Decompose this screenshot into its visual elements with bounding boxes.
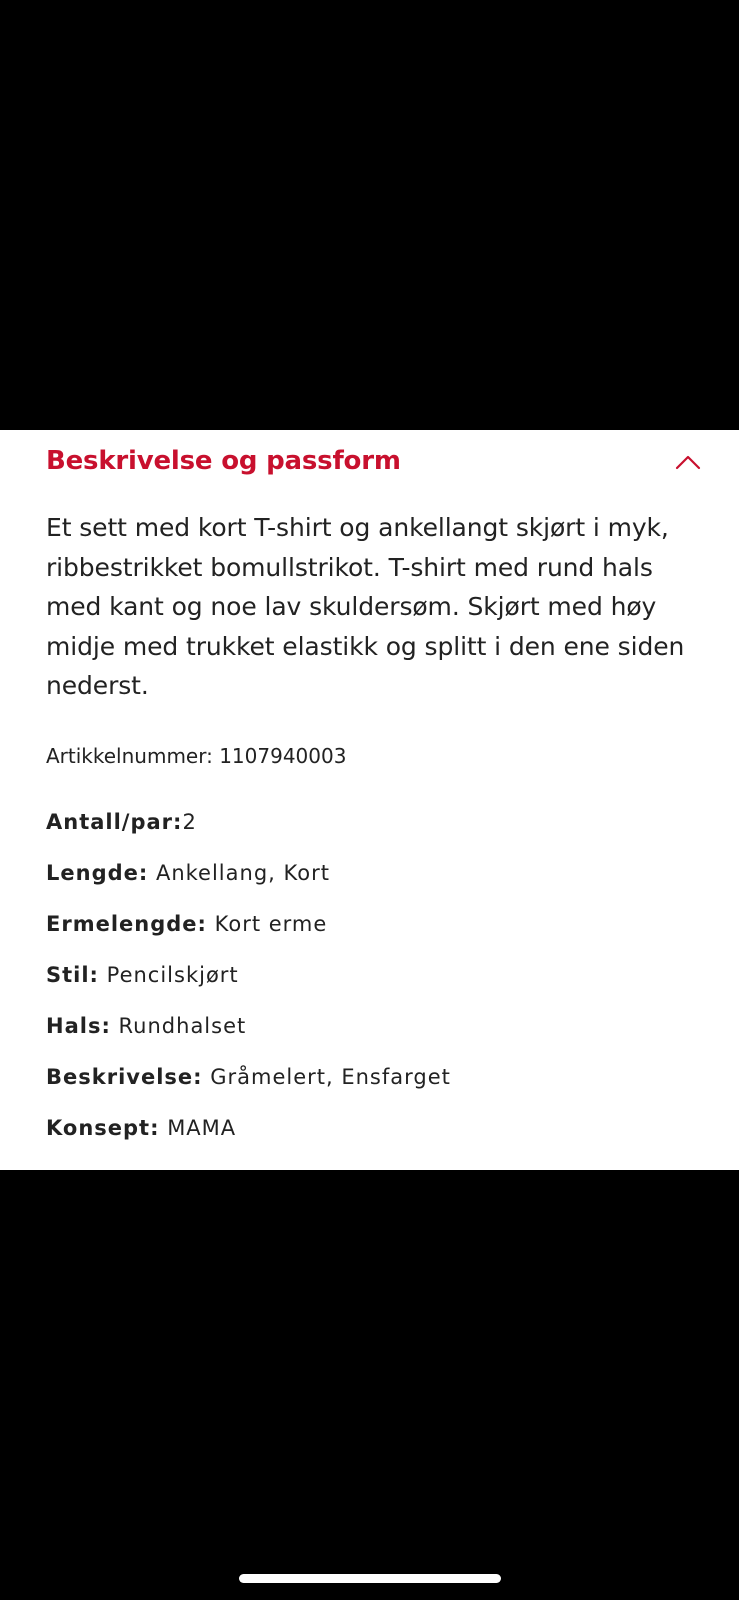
spec-label: Hals: bbox=[46, 1014, 111, 1038]
spec-row-style bbox=[46, 963, 696, 1014]
spec-label: Stil: bbox=[46, 963, 99, 987]
product-details-panel bbox=[0, 430, 739, 1170]
article-number: Artikkelnummer: 1107940003 bbox=[46, 744, 347, 768]
top-letterbox bbox=[0, 0, 739, 430]
section-title: Beskrivelse og passform bbox=[46, 446, 401, 476]
spec-row-length bbox=[46, 861, 696, 912]
spec-value: Kort erme bbox=[214, 912, 328, 936]
bottom-letterbox bbox=[0, 1170, 739, 1600]
spec-list bbox=[46, 810, 696, 1167]
spec-row-neck bbox=[46, 1014, 696, 1065]
product-description: Et sett med kort T-shirt og ankellangt skjørt i myk, ribbestrikket bomullstrikot. T-shirt med rund hals med kant og noe lav skuldersøm. Skjørt med høy midje med trukket elastikk og splitt i den ene siden nederst. bbox=[46, 513, 685, 700]
spec-value: Rundhalset bbox=[118, 1014, 247, 1038]
spec-value: Ankellang, Kort bbox=[155, 861, 330, 885]
spec-label: Beskrivelse: bbox=[46, 1065, 203, 1089]
chevron-up-icon[interactable] bbox=[674, 450, 702, 474]
spec-value: MAMA bbox=[167, 1116, 237, 1140]
spec-row-quantity bbox=[46, 810, 696, 861]
spec-label: Lengde: bbox=[46, 861, 149, 885]
spec-value: Pencilskjørt bbox=[106, 963, 239, 987]
spec-label: Konsept: bbox=[46, 1116, 160, 1140]
home-indicator[interactable] bbox=[239, 1574, 501, 1583]
spec-value: Gråmelert, Ensfarget bbox=[210, 1065, 451, 1089]
spec-value: 2 bbox=[182, 810, 197, 834]
spec-row-concept bbox=[46, 1116, 696, 1167]
spec-label: Ermelengde: bbox=[46, 912, 207, 936]
spec-row-description bbox=[46, 1065, 696, 1116]
accordion-header[interactable] bbox=[46, 444, 696, 484]
spec-label: Antall/par: bbox=[46, 810, 183, 834]
spec-row-sleeve-length bbox=[46, 912, 696, 963]
